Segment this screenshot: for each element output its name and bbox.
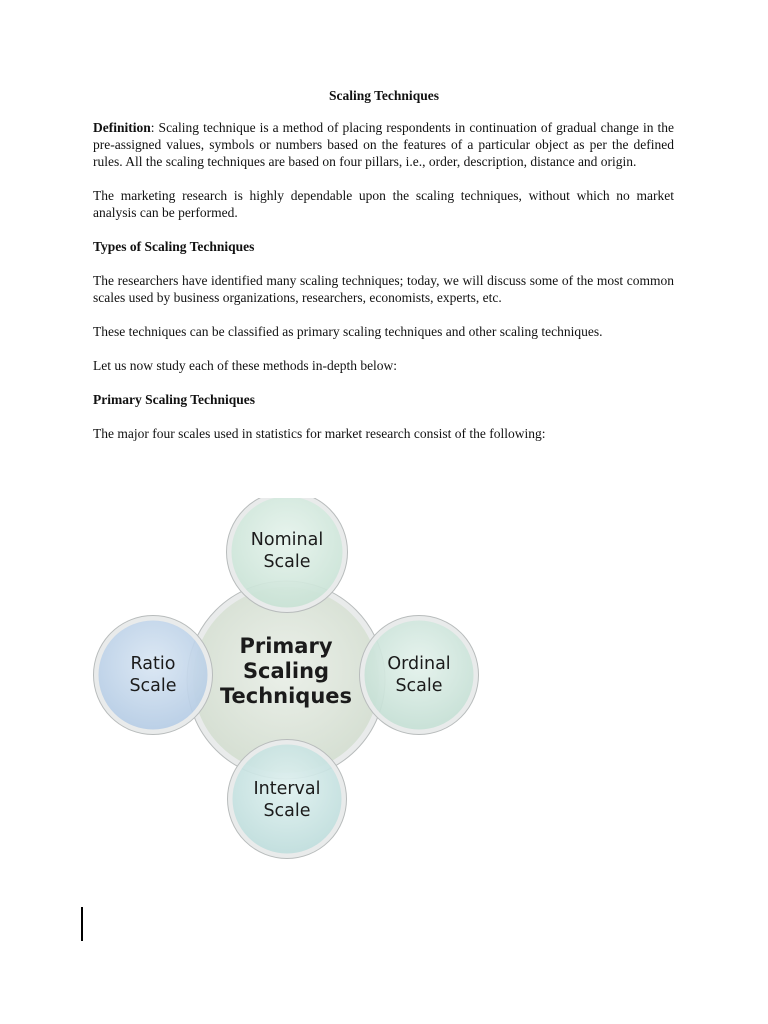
definition-label: Definition (93, 120, 151, 135)
top-label (227, 529, 347, 573)
right-label (364, 653, 474, 697)
right-label-line1: Ordinal (387, 654, 451, 674)
bottom-label-line2: Scale (263, 801, 311, 821)
center-label (206, 634, 366, 709)
text-cursor (81, 907, 83, 941)
document-title: Scaling Techniques (329, 88, 439, 103)
definition-text: : Scaling technique is a method of placing respondents in continuation of gradual change in the pre-assigned values, symbols or numbers based on the features of a particular object as per the defined rules. All the scaling techniques are based on four pillars, i.e., order, description, distance and origin. (93, 120, 674, 169)
researchers-paragraph: The researchers have identified many scaling techniques; today, we will discuss some of the most common scales used by business organizations, researchers, economists, experts, etc. (93, 273, 674, 305)
primary-scaling-diagram (90, 498, 485, 860)
center-label-line2: Scaling (242, 659, 330, 683)
center-label-line3: Techniques (219, 684, 353, 708)
document-body (93, 119, 674, 459)
top-label-line1: Nominal (250, 530, 324, 550)
left-label-line1: Ratio (130, 654, 176, 674)
major-paragraph: The major four scales used in statistics for market research consist of the following: (93, 426, 546, 441)
definition-paragraph (93, 119, 674, 170)
left-label (103, 653, 203, 697)
center-label-line1: Primary (239, 634, 333, 658)
study-paragraph: Let us now study each of these methods in-depth below: (93, 358, 398, 373)
left-label-line2: Scale (129, 676, 177, 696)
primary-heading: Primary Scaling Techniques (93, 392, 256, 407)
marketing-paragraph: The marketing research is highly dependable upon the scaling techniques, without which no market analysis can be performed. (93, 188, 674, 220)
right-label-line2: Scale (395, 676, 443, 696)
types-heading: Types of Scaling Techniques (93, 239, 255, 254)
bottom-label-line1: Interval (253, 779, 321, 799)
bottom-label (227, 778, 347, 822)
top-label-line2: Scale (263, 552, 311, 572)
classified-paragraph: These techniques can be classified as primary scaling techniques and other scaling techniques. (93, 324, 603, 339)
